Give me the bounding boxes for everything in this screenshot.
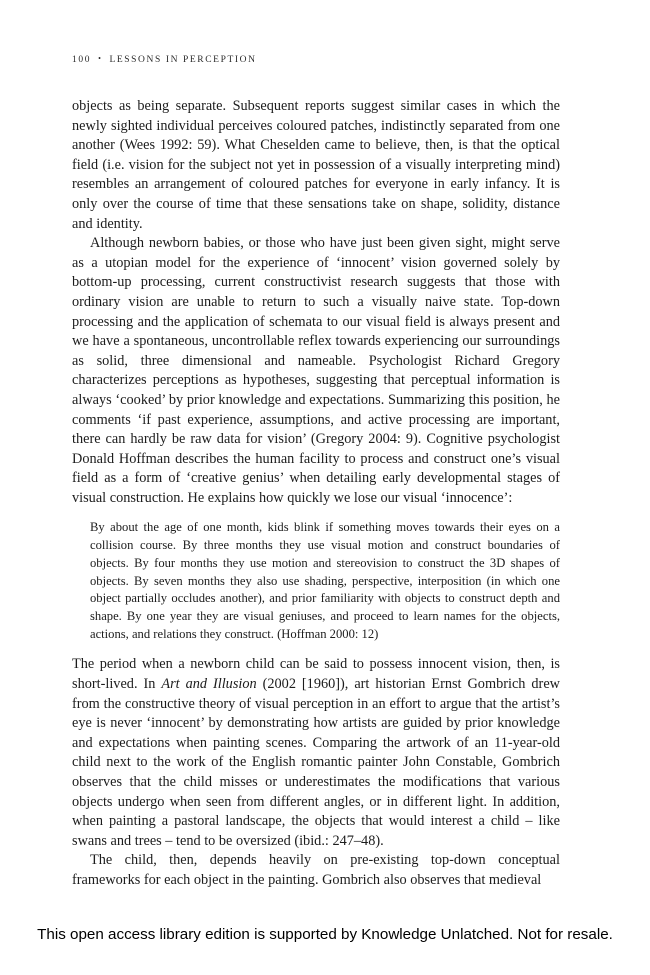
paragraph-2: Although newborn babies, or those who have just been given sight, might serve as a utopian model for the experience of ‘innocent’ vision governed solely by bottom-up processing, current constructivist research suggests that those with ordinary vision are unable to return to such a visually naive state. Top-down processing and the application of schemata to our visual field is always present and we have a spontaneous, uncontrollable reflex towards experiencing our surroundings as solid, three dimensional and nameable. Psychologist Richard Gregory characterizes perceptions as hypotheses, suggesting that perceptual information is always ‘cooked’ by prior knowledge and expectations. Summarizing this position, he comments ‘if past experience, assumptions, and active processing are important, there can hardly be raw data for vision’ (Gregory 2004: 9). Cognitive psychologist Donald Hoffman describes the human facility to process and construct one’s visual field as a form of ‘creative genius’ when detailing early developmental stages of visual construction. He explains how quickly we lose our visual ‘innocence’:	[72, 235, 560, 506]
running-head-title: LESSONS IN PERCEPTION	[109, 55, 257, 65]
body-text	[72, 97, 560, 891]
footer-notice: This open access library edition is supported by Knowledge Unlatched. Not for resale.	[37, 926, 613, 943]
paragraph-3	[72, 655, 560, 851]
running-head	[72, 55, 257, 65]
page-number: 100	[72, 55, 92, 65]
block-quote: By about the age of one month, kids blink if something moves towards their eyes on a collision course. By three months they use visual motion and construct boundaries of objects. By four months they use motion and stereovision to construct the 3D shapes of objects. By seven months they also use shading, perspective, interposition (in which one object partially occludes another), and prior familiarity with objects to construct depth and shape. By one year they are visual geniuses, and proceed to learn names for the objects, actions, and relations they construct. (Hoffman 2000: 12)	[90, 520, 560, 641]
book-title: Art and Illusion	[161, 675, 257, 692]
bullet-separator: •	[98, 54, 103, 63]
paragraph-3-text-after: (2002 [1960]), art historian Ernst Gombrich drew from the constructive theory of visual perception in an effort to argue that the artist’s eye is never ‘innocent’ by demonstrating how artists are guided by prior knowledge and expectations when painting scenes. Comparing the artwork of an 11-year-old child next to the work of the English romantic painter John Constable, Gombrich observes that the child misses or underestimates the modifications that various objects undergo when seen from different angles, or in different light. In addition, when painting a pastoral landscape, the objects that would interest a child – like swans and trees – tend to be oversized (ibid.: 247–48).	[72, 675, 560, 849]
paragraph-3-text-before: The period when a newborn child can be said to possess innocent vision, then, is short-lived. In	[72, 656, 560, 692]
paragraph-4: The child, then, depends heavily on pre-existing top-down conceptual frameworks for each object in the painting. Gombrich also observes that medieval	[72, 852, 560, 888]
paragraph-1: objects as being separate. Subsequent reports suggest similar cases in which the newly sighted individual perceives coloured patches, indistinctly separated from one another (Wees 1992: 59). What Cheselden came to believe, then, is that the optical field (i.e. vision for the subject not yet in possession of a visually interpreting mind) resembles an arrangement of coloured patches for everyone in early infancy. It is only over the course of time that these sensations take on shape, solidity, distance and identity.	[72, 98, 560, 232]
